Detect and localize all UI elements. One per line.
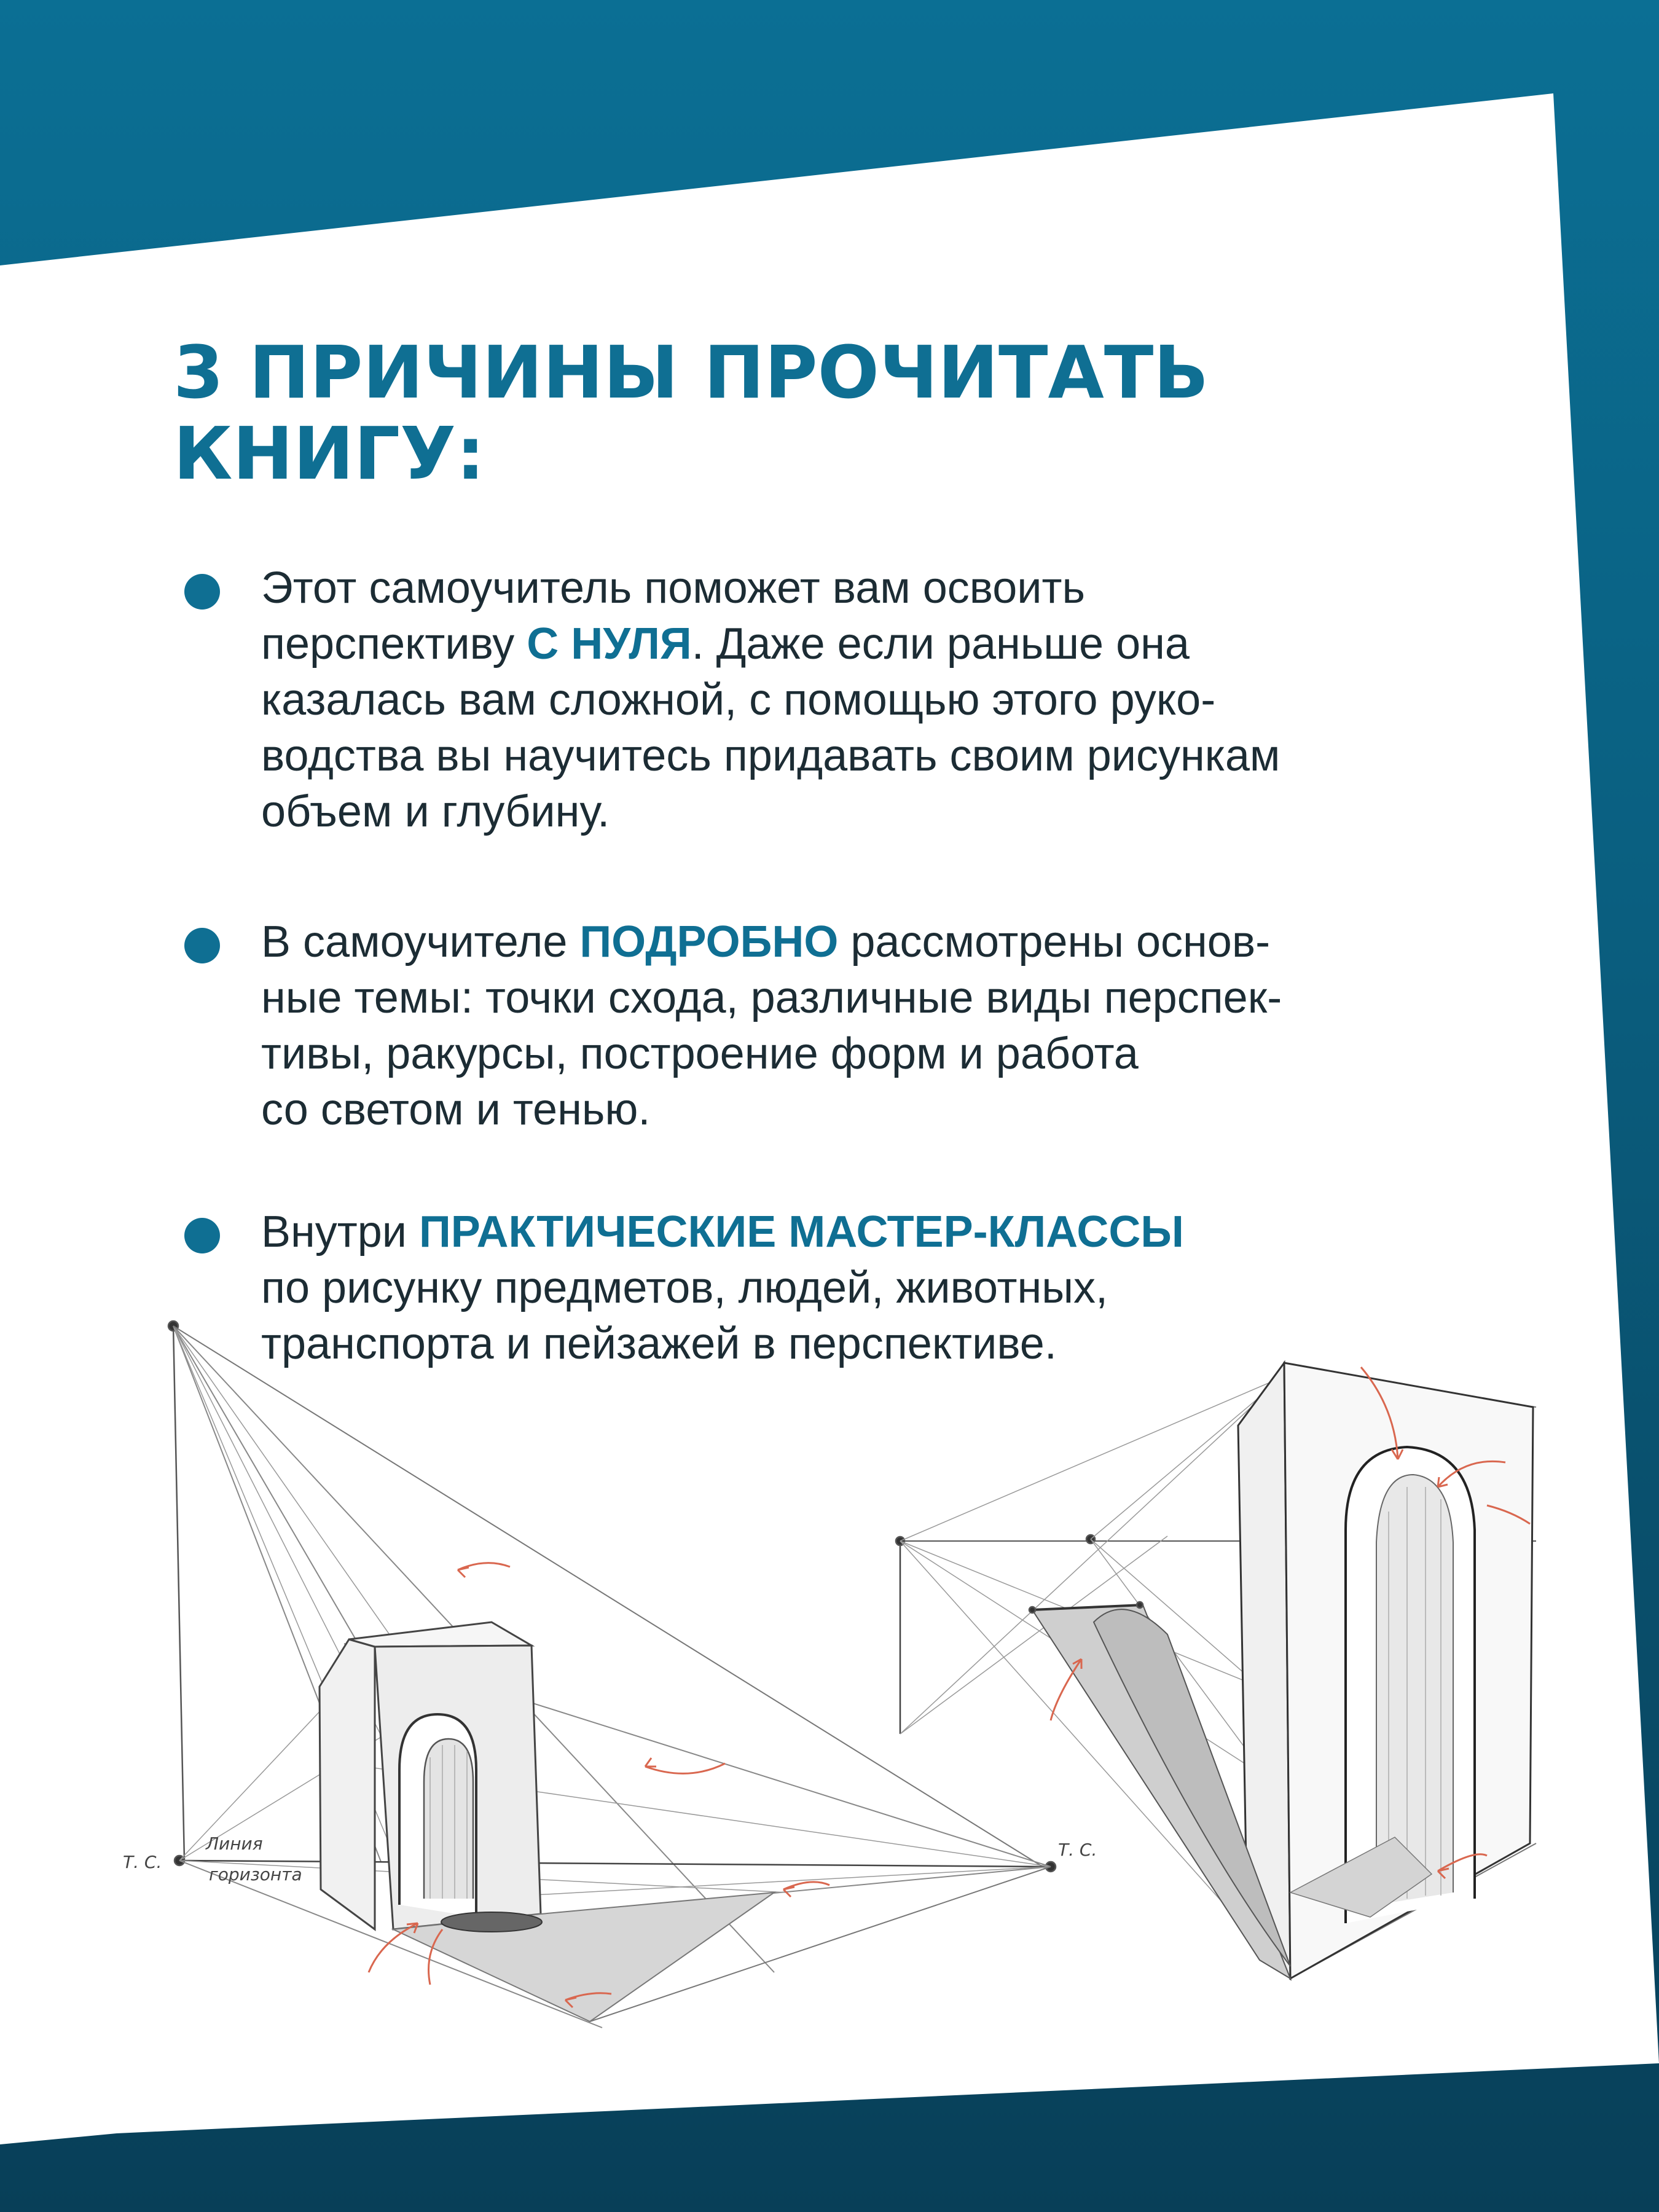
title-line-1: 3 ПРИЧИНЫ ПРОЧИТАТЬ bbox=[173, 330, 1209, 415]
reason-1-line-2a: перспективу bbox=[261, 619, 527, 669]
reason-text-1 bbox=[261, 560, 1315, 840]
reason-1-line-4: водства вы научитесь придавать своим рисункам bbox=[261, 731, 1281, 780]
reason-item-3 bbox=[184, 1204, 1315, 1372]
reason-text-2 bbox=[261, 914, 1315, 1138]
reason-2-line-3: тивы, ракурсы, построение форм и работа bbox=[261, 1029, 1139, 1078]
horizon-label-line1: Линия bbox=[206, 1834, 263, 1854]
reason-1-line-1: Этот самоучитель поможет вам освоить bbox=[261, 563, 1085, 613]
reason-2-line-4: со светом и тенью. bbox=[261, 1085, 651, 1134]
vp-left-label: Т. С. bbox=[123, 1852, 162, 1872]
reason-1-line-3: казалась вам сложной, с помощью этого руко- bbox=[261, 675, 1216, 724]
reason-item-1 bbox=[184, 560, 1315, 840]
reason-text-3 bbox=[261, 1204, 1315, 1372]
page-title bbox=[173, 332, 1341, 494]
reason-3-line-2: по рисунку предметов, людей, животных, bbox=[261, 1263, 1108, 1312]
horizon-label-line2: горизонта bbox=[209, 1864, 302, 1885]
title-line-2: КНИГУ: bbox=[173, 411, 485, 496]
reason-2-line-2: ные темы: точки схода, различные виды перспек- bbox=[261, 973, 1282, 1022]
reason-3-line-1a: Внутри bbox=[261, 1207, 420, 1257]
reason-2-line-1a: В самоучителе bbox=[261, 917, 580, 967]
bullet-dot-icon bbox=[184, 574, 220, 610]
reason-1-line-5: объем и глубину. bbox=[261, 787, 610, 836]
vp-right-label: Т. С. bbox=[1058, 1840, 1097, 1860]
bullet-dot-icon bbox=[184, 928, 220, 963]
reason-1-line-2b: . Даже если раньше она bbox=[691, 619, 1190, 669]
reason-3-accent: ПРАКТИЧЕСКИЕ МАСТЕР-КЛАССЫ bbox=[419, 1207, 1184, 1257]
reason-2-line-1b: рассмотрены основ- bbox=[838, 917, 1271, 967]
reason-item-2 bbox=[184, 914, 1315, 1138]
reason-3-line-3: транспорта и пейзажей в перспективе. bbox=[261, 1319, 1057, 1368]
bullet-dot-icon bbox=[184, 1218, 220, 1253]
reason-1-accent: С НУЛЯ bbox=[527, 619, 692, 669]
reason-2-accent: ПОДРОБНО bbox=[579, 917, 839, 967]
